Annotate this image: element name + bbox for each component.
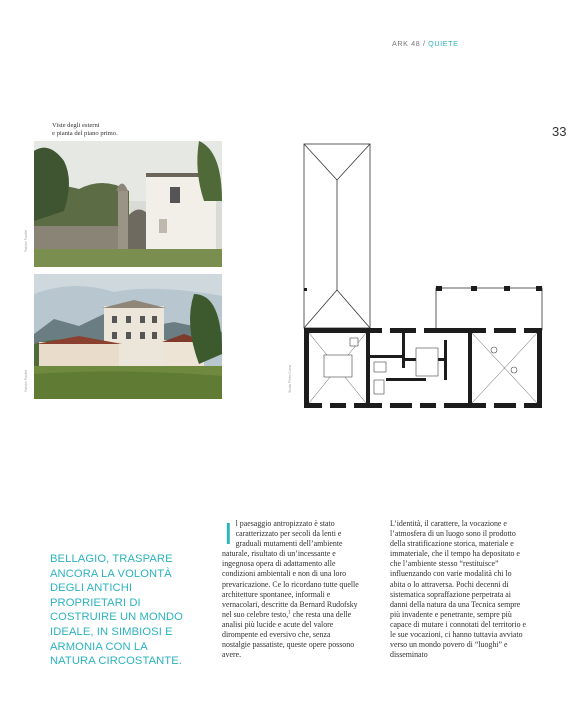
photo-credit-2: Fabrice Fouillet: [24, 370, 28, 392]
page-number: 33: [552, 124, 567, 139]
pull-quote: BELLAGIO, TRASPARE ANCORA LA VOLONTÀ DEGLI ANTICHI PROPRIETARI DI COSTRUIRE UN MONDO IDEALE, IN SIMBIOSI E ARMONIA CON LA NATURA CIRCOSTANTE.: [50, 553, 183, 668]
body-column-2: [390, 519, 528, 660]
exterior-photo-villa: [34, 274, 222, 399]
body-column-1: [222, 516, 360, 660]
body-text-1-end: che resta una delle analisi più lucide e acute del valore dirompente ed eversivo che, senza nostalgie passatiste, queste opere possono avere.: [222, 609, 355, 660]
caption-line-2: e pianta del piano primo.: [52, 130, 118, 138]
floor-plan: [296, 140, 548, 420]
footnote-ref: 1: [288, 610, 291, 616]
body-text-1: l paesaggio antropizzato è stato caratterizzato per secoli da lenti e graduali mutamenti dell’ambiente naturale, risultato di un’incessante e ingegnosa opera di adattamento alle condizioni ambientali e non di una loro prevaricazione. Ce lo ricordano tutte quelle architetture spontanee, informali e vernacolari, descritte da Bernard Rudofsky nel suo celebre testo,: [222, 519, 359, 619]
magazine-name: ARK 48: [392, 39, 421, 48]
running-header: [392, 39, 459, 48]
photo-credit-1: Fabrice Fouillet: [24, 230, 28, 252]
drop-cap: I: [224, 516, 233, 551]
plan-credit: Studio Pietro Corna: [288, 365, 292, 393]
header-separator: /: [420, 39, 429, 48]
section-name: QUIETE: [428, 39, 459, 48]
exterior-photo-gate: [34, 141, 222, 267]
caption-line-1: Viste degli esterni: [52, 122, 100, 129]
image-caption: [52, 122, 172, 138]
body-text-2: L’identità, il carattere, la vocazione e l’atmosfera di un luogo sono il prodotto della stratificazione storica, materiale e immateriale, che il tempo ha depositato e che l’ambiente stesso “restituisce” influenzando con varie modalità chi lo abita o lo attraversa. Pochi decenni di sistematica sopraffazione perpetrata ai danni della natura da una Tecnica sempre più invadente e penetrante, sempre più capace di mutare i connotati del territorio e le sue vocazioni, ci hanno tuttavia avviato verso un mondo povero di “luoghi” e disseminato: [390, 519, 527, 660]
